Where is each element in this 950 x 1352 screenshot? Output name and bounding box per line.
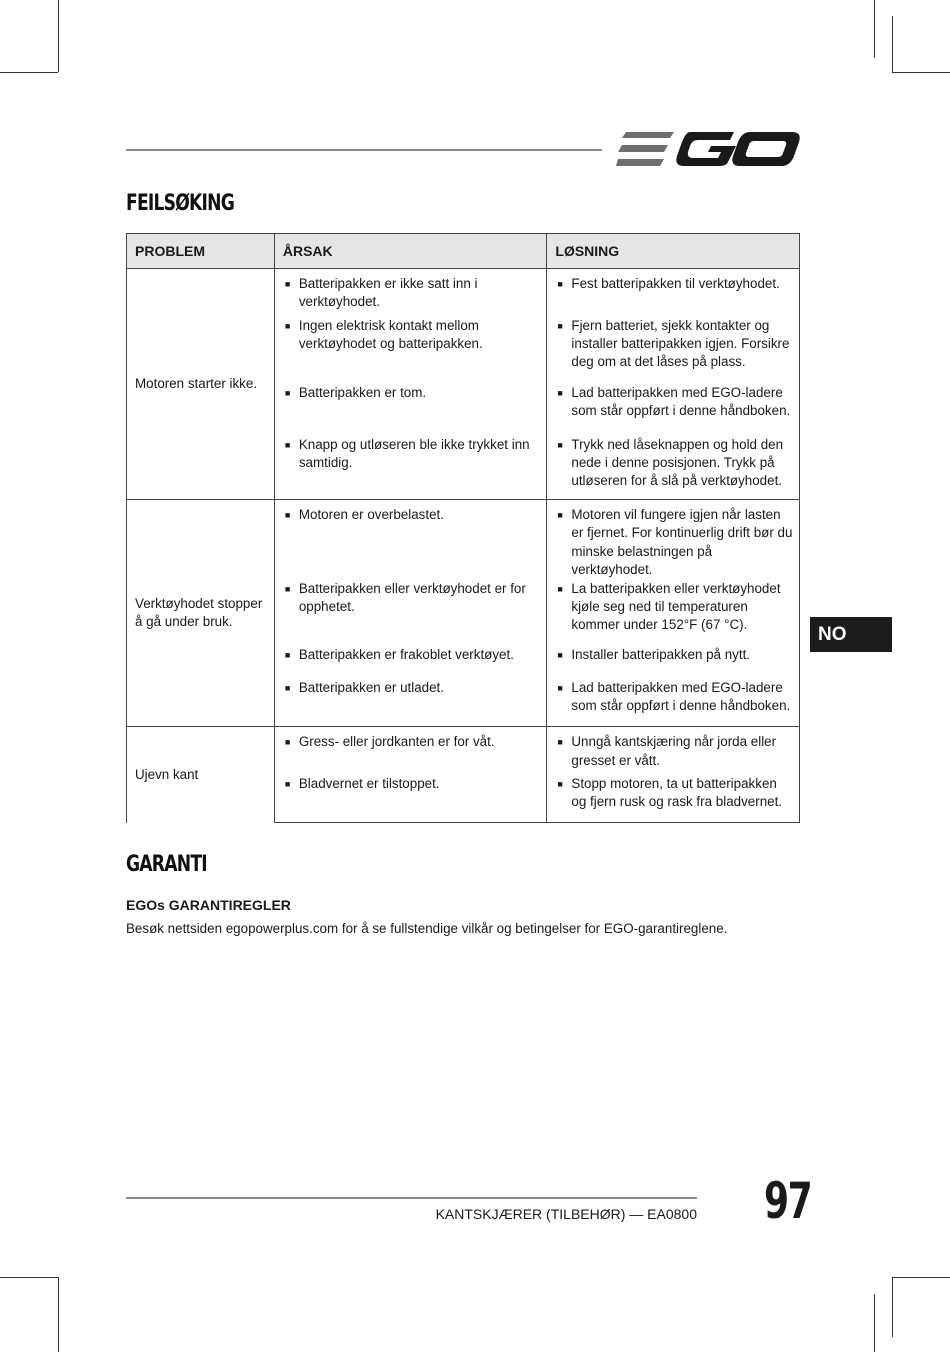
problem-cell bbox=[127, 269, 275, 500]
crop-mark bbox=[58, 1277, 59, 1352]
bullet-icon: ■ bbox=[284, 682, 291, 693]
problem-text: Ujevn kant bbox=[135, 766, 199, 782]
table-row bbox=[127, 727, 800, 775]
column-header-cause: ÅRSAK bbox=[274, 234, 547, 269]
cause-text: Gress- eller jordkanten er for våt. bbox=[298, 734, 495, 750]
solution-text: Trykk ned låseknappen og hold den nede i denne posisjonen. Trykk på utløseren for å slå på verktøyhodet. bbox=[571, 436, 784, 489]
problem-cell bbox=[127, 500, 275, 727]
bullet-icon: ■ bbox=[557, 320, 563, 331]
bullet-icon: ■ bbox=[557, 387, 563, 398]
solution-text: Fest batteripakken til verktøyhodet. bbox=[571, 276, 780, 291]
troubleshooting-table bbox=[126, 233, 800, 823]
solution-text: Stopp motoren, ta ut batteripakken og fjern rusk og rask fra bladvernet. bbox=[571, 775, 783, 810]
bullet-icon: ■ bbox=[557, 439, 563, 450]
crop-mark bbox=[0, 1277, 58, 1278]
crop-mark bbox=[0, 72, 58, 73]
warranty-body: Besøk nettsiden egopowerplus.com for å se fullstendige vilkår og betingelser for EGO-garantireglene. bbox=[126, 921, 728, 936]
header-rule bbox=[126, 149, 602, 151]
bullet-icon: ■ bbox=[284, 510, 291, 520]
footer-text: KANTSKJÆRER (TILBEHØR) — EA0800 bbox=[435, 1206, 697, 1222]
problem-text: Verktøyhodet stopper å gå under bruk. bbox=[135, 595, 263, 630]
crop-mark bbox=[874, 0, 875, 58]
table-row bbox=[127, 269, 800, 317]
bullet-icon: ■ bbox=[284, 583, 291, 594]
footer-rule bbox=[126, 1197, 697, 1199]
bullet-icon: ■ bbox=[284, 320, 291, 331]
solution-text: Motoren vil fungere igjen når lasten er fjernet. For kontinuerlig drift bør du minske belastningen på verktøyhodet. bbox=[571, 507, 793, 578]
bullet-icon: ■ bbox=[557, 682, 563, 693]
warranty-title: GARANTI bbox=[126, 852, 207, 877]
cause-text: Motoren er overbelastet. bbox=[298, 507, 444, 522]
solution-text: Fjern batteriet, sjekk kontakter og installer batteripakken igjen. Forsikre deg om at det låses på plass. bbox=[571, 317, 790, 370]
crop-mark bbox=[874, 1294, 875, 1352]
bullet-icon: ■ bbox=[557, 778, 563, 789]
crop-mark bbox=[892, 72, 950, 73]
bullet-icon: ■ bbox=[557, 279, 563, 289]
table-row bbox=[127, 500, 800, 580]
table-header-row bbox=[127, 234, 800, 269]
bullet-icon: ■ bbox=[557, 737, 563, 748]
problem-cell bbox=[127, 727, 275, 823]
cause-text: Knapp og utløseren ble ikke trykket inn samtidig. bbox=[298, 436, 530, 470]
column-header-solution: LØSNING bbox=[547, 234, 800, 269]
column-header-problem: PROBLEM bbox=[127, 234, 275, 269]
bullet-icon: ■ bbox=[557, 510, 563, 520]
cause-text: Ingen elektrisk kontakt mellom verktøyhodet og batteripakken. bbox=[298, 317, 483, 351]
bullet-icon: ■ bbox=[284, 279, 291, 289]
bullet-icon: ■ bbox=[284, 778, 291, 789]
cause-text: Bladvernet er tilstoppet. bbox=[298, 775, 440, 791]
bullet-icon: ■ bbox=[284, 439, 291, 450]
crop-mark bbox=[892, 1277, 950, 1278]
language-tab: NO bbox=[810, 617, 892, 652]
crop-mark bbox=[892, 1277, 893, 1337]
solution-text: Unngå kantskjæring når jorda eller gresset er vått. bbox=[571, 734, 777, 768]
crop-mark bbox=[58, 0, 59, 72]
bullet-icon: ■ bbox=[284, 387, 291, 398]
bullet-icon: ■ bbox=[284, 737, 291, 748]
crop-mark bbox=[892, 16, 893, 72]
cause-text: Batteripakken er frakoblet verktøyet. bbox=[298, 646, 514, 662]
solution-text: Installer batteripakken på nytt. bbox=[571, 646, 751, 662]
solution-text: La batteripakken eller verktøyhodet kjøle seg ned til temperaturen kommer under 152°F (67 °C). bbox=[571, 580, 781, 633]
troubleshooting-title: FEILSØKING bbox=[126, 191, 235, 216]
cause-text: Batteripakken eller verktøyhodet er for opphetet. bbox=[298, 580, 526, 615]
cause-text: Batteripakken er ikke satt inn i verktøyhodet. bbox=[298, 276, 478, 310]
bullet-icon: ■ bbox=[557, 649, 563, 660]
bullet-icon: ■ bbox=[557, 583, 563, 594]
page-number: 97 bbox=[764, 1172, 812, 1230]
ego-logo bbox=[616, 128, 800, 170]
problem-text: Motoren starter ikke. bbox=[135, 375, 258, 391]
cause-text: Batteripakken er tom. bbox=[298, 384, 427, 400]
solution-text: Lad batteripakken med EGO-ladere som står oppført i denne håndboken. bbox=[571, 679, 791, 714]
bullet-icon: ■ bbox=[284, 649, 291, 660]
solution-text: Lad batteripakken med EGO-ladere som står oppført i denne håndboken. bbox=[571, 384, 791, 418]
cause-text: Batteripakken er utladet. bbox=[298, 679, 444, 695]
warranty-subtitle: EGOs GARANTIREGLER bbox=[126, 897, 291, 913]
